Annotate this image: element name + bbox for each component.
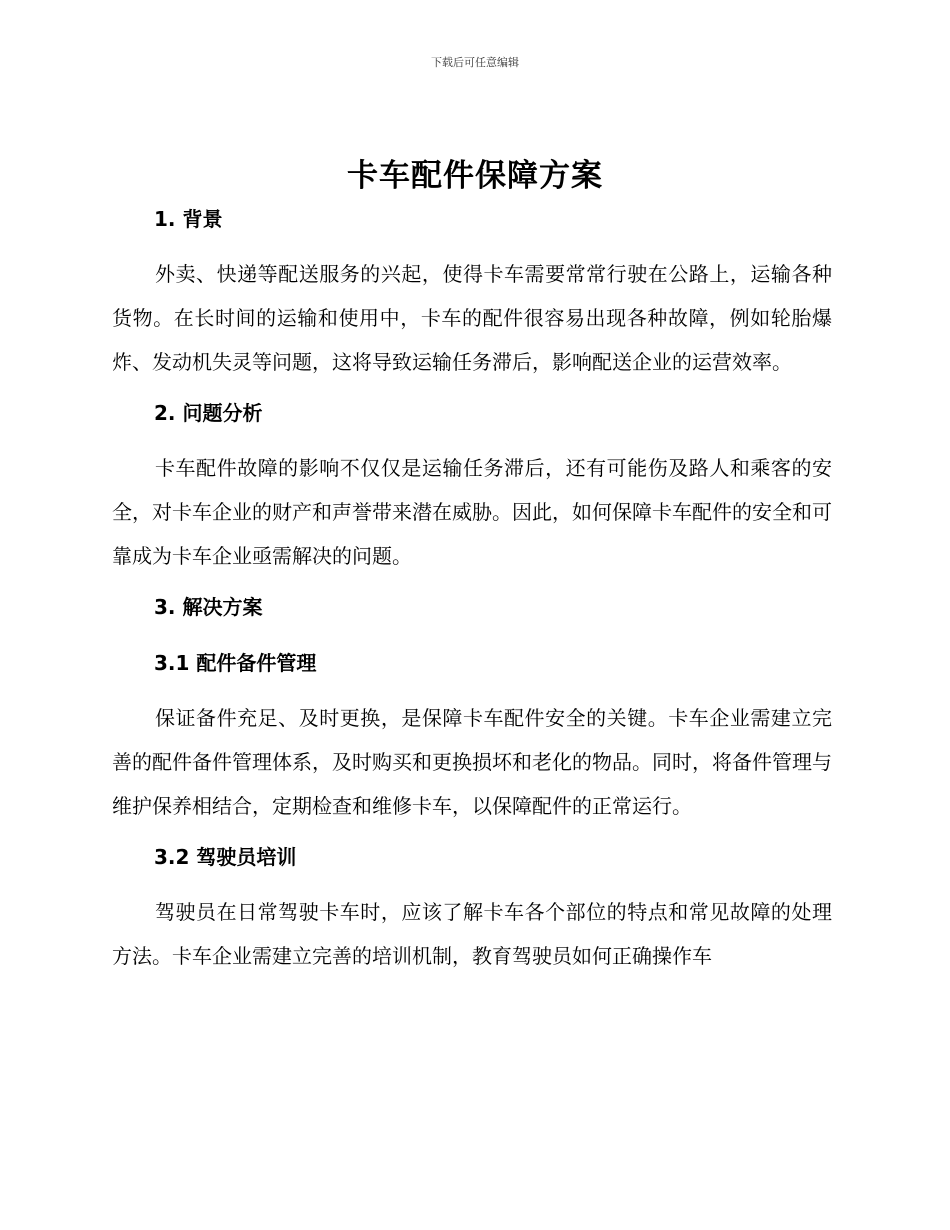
- section-paragraph-problem-analysis: 卡车配件故障的影响不仅仅是运输任务滞后，还有可能伤及路人和乘客的安全，对卡车企业的财产和声誉带来潜在威胁。因此，如何保障卡车配件的安全和可靠成为卡车企业亟需解决的问题。: [112, 456, 832, 568]
- section-heading-problem-analysis: 2. 问题分析: [154, 401, 263, 425]
- section-paragraph-background: 外卖、快递等配送服务的兴起，使得卡车需要常常行驶在公路上，运输各种货物。在长时间的运输和使用中，卡车的配件很容易出现各种故障，例如轮胎爆炸、发动机失灵等问题，这将导致运输任务滞后，影响配送企业的运营效率。: [112, 262, 832, 374]
- section-heading-driver-training: 3.2 驾驶员培训: [154, 845, 297, 869]
- document-body: [112, 198, 832, 986]
- section-heading-background: 1. 背景: [154, 207, 223, 231]
- section-heading-parts-management: 3.1 配件备件管理: [154, 651, 317, 675]
- document-title: 卡车配件保障方案: [347, 158, 603, 194]
- section-paragraph-driver-training: 驾驶员在日常驾驶卡车时，应该了解卡车各个部位的特点和常见故障的处理方法。卡车企业需建立完善的培训机制，教育驾驶员如何正确操作车: [112, 900, 832, 968]
- page-header-note: 下载后可任意编辑: [431, 56, 519, 69]
- section-heading-solution: 3. 解决方案: [154, 595, 263, 619]
- section-paragraph-parts-management: 保证备件充足、及时更换，是保障卡车配件安全的关键。卡车企业需建立完善的配件备件管理体系，及时购买和更换损坏和老化的物品。同时，将备件管理与维护保养相结合，定期检查和维修卡车，以保障配件的正常运行。: [112, 706, 832, 818]
